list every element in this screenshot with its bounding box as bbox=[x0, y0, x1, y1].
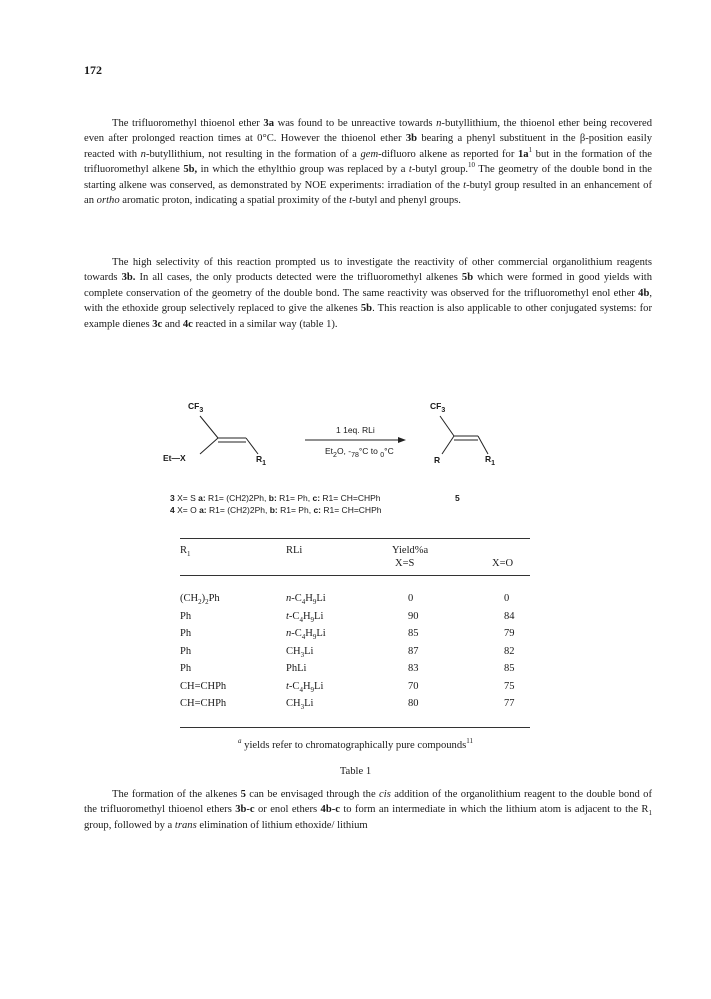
cf3-left-label: $CF_3$ bbox=[188, 401, 204, 414]
cell-rli: $CH_3Li$ bbox=[286, 645, 314, 659]
cell-yield-o: 77 bbox=[504, 698, 515, 709]
bond-cf3-c bbox=[200, 416, 218, 438]
table-footnote bbox=[0, 737, 711, 751]
cell-r1: Ph bbox=[180, 628, 192, 639]
cell-yield-s: 85 bbox=[408, 628, 419, 639]
table-top-rule bbox=[180, 538, 530, 539]
cell-yield-o: 0 bbox=[504, 593, 510, 604]
table-row bbox=[180, 628, 530, 643]
table-row bbox=[180, 698, 530, 713]
cell-yield-s: 87 bbox=[408, 645, 419, 657]
table-caption: Table 1 bbox=[339, 766, 372, 777]
arrow-head bbox=[398, 437, 406, 443]
table-row bbox=[180, 681, 530, 696]
cell-rli: n- $C_4H_9Li$ bbox=[286, 593, 326, 606]
etx-label: Et—X bbox=[163, 453, 186, 463]
table-header-rule bbox=[180, 575, 530, 576]
cell-rli: t- $C_4H_9Li$ bbox=[286, 680, 324, 694]
th-rli: RLi bbox=[286, 545, 303, 556]
th-yield-text: Yield%a bbox=[392, 545, 429, 556]
bond-cf3-c-right bbox=[440, 416, 454, 436]
cell-yield-o: 85 bbox=[504, 663, 515, 674]
cell-yield-s: 0 bbox=[408, 593, 414, 604]
th-r1: $R_1$ bbox=[180, 545, 191, 558]
legend-3-text: 3 X= S a: R1= (CH2)2Ph, b: R1= Ph, c: R1= CH=CHPh bbox=[170, 493, 381, 503]
cell-yield-o: 84 bbox=[504, 610, 515, 622]
page-number: 172 bbox=[84, 63, 102, 77]
bond-c-r1-right bbox=[478, 436, 488, 454]
r1-left-label: $R_1$ bbox=[256, 454, 267, 467]
paragraph-3: The formation of the alkenes 5 can be envisaged through the cis addition of the organolithium reagent to the double bond of the trifluoromethyl thioenol ethers 3b-c or enol ethers 4b-c to form an intermediate in which the lithium atom is adjacent to the $R_1$ group, followed by a trans elimination of lithium ethoxide/ lithium bbox=[84, 789, 652, 831]
reaction-scheme bbox=[160, 396, 500, 476]
cell-rli: $CH_3Li$ bbox=[286, 698, 314, 711]
cell-yield-s: 70 bbox=[408, 680, 419, 692]
cf3-right-label: $CF_3$ bbox=[430, 401, 446, 414]
cell-yield-o: 82 bbox=[504, 645, 515, 657]
cell-rli: PhLi bbox=[286, 663, 307, 674]
scheme-legend-4: 4 X= O a: R1= (CH2)2Ph, b: R1= Ph, c: R1= CH=CHPh bbox=[170, 505, 382, 515]
scheme-legend-3 bbox=[170, 493, 460, 503]
cell-yield-o: 79 bbox=[504, 628, 515, 639]
cell-rli: n- $C_4H_9Li$ bbox=[286, 628, 326, 641]
th-xs: X=S bbox=[395, 558, 415, 569]
table-row bbox=[180, 611, 530, 626]
r1-right-label: $R_1$ bbox=[485, 454, 496, 467]
paragraph-2: The high selectivity of this reaction prompted us to investigate the reactivity of other commercial organolithium reagents towards 3b. In all cases, the only products detected were the trifluoromethyl alkenes 5b which were formed in good yields with complete conservation of the geometry of the double bond. The same reactivity was observed for the trifluoromethyl enol ether 4b, with the ethoxide group selectively replaced to give the alkenes 5b. This reaction is also applicable to other conjugated systems: for example dienes 3c and 4c reacted in a similar way (table 1). bbox=[84, 257, 652, 330]
cell-r1: Ph bbox=[180, 610, 192, 622]
cell-yield-o: 75 bbox=[504, 680, 515, 692]
footnote-text: yields refer to chromatographically pure compounds bbox=[241, 740, 467, 751]
th-yield bbox=[392, 545, 428, 556]
table-row bbox=[180, 646, 530, 661]
table-row bbox=[180, 663, 530, 678]
cell-yield-s: 90 bbox=[408, 610, 419, 622]
th-xo: X=O bbox=[492, 558, 514, 569]
cell-r1: Ph bbox=[180, 663, 192, 674]
scheme-bonds bbox=[160, 396, 500, 476]
conditions-label: $Et_2O$, $-_{78}^\circ C$ to $_0$°C bbox=[325, 446, 394, 459]
footnote-ref: 11 bbox=[466, 737, 473, 745]
bond-c-r-right bbox=[442, 436, 454, 454]
cell-yield-s: 80 bbox=[408, 698, 419, 709]
r-right-label: R bbox=[434, 455, 441, 465]
reagent-label: 1 1eq. RLi bbox=[336, 425, 375, 435]
legend-product: 5 bbox=[455, 493, 460, 503]
cell-r1: CH=CHPh bbox=[180, 680, 227, 692]
bond-c-x bbox=[200, 438, 218, 454]
table-bottom-rule bbox=[180, 727, 530, 728]
footnote-mark: a bbox=[238, 737, 242, 745]
cell-r1: Ph bbox=[180, 645, 192, 657]
cell-r1: $(CH_2)_2Ph$ bbox=[180, 593, 220, 606]
cell-rli: t- $C_4H_9Li$ bbox=[286, 610, 324, 624]
bond-c-r1 bbox=[246, 438, 258, 454]
cell-yield-s: 83 bbox=[408, 663, 419, 674]
table-row bbox=[180, 593, 530, 608]
cell-r1: CH=CHPh bbox=[180, 698, 227, 709]
paragraph-1: The trifluoromethyl thioenol ether 3a was found to be unreactive towards n-butyllithium, the thioenol ether being recovered even after prolonged reaction times at 0°C. However the thioenol ether 3b bearing a phenyl substituent in the β-position easily reacted with n-butyllithium, not resulting in the formation of a gem-difluoro alkene as reported for $1a^1$ but in the formation of the trifluoromethyl alkene 5b, in which the ethylthio group was replaced by a t-butyl group.$^{10}$ The geometry of the double bond in the starting alkene was conserved, as demonstrated by NOE experiments: irradiation of the t-butyl group resulted in an enhancement of an ortho aromatic proton, indicating a spatial proximity of the t-butyl and phenyl groups. bbox=[84, 118, 653, 207]
